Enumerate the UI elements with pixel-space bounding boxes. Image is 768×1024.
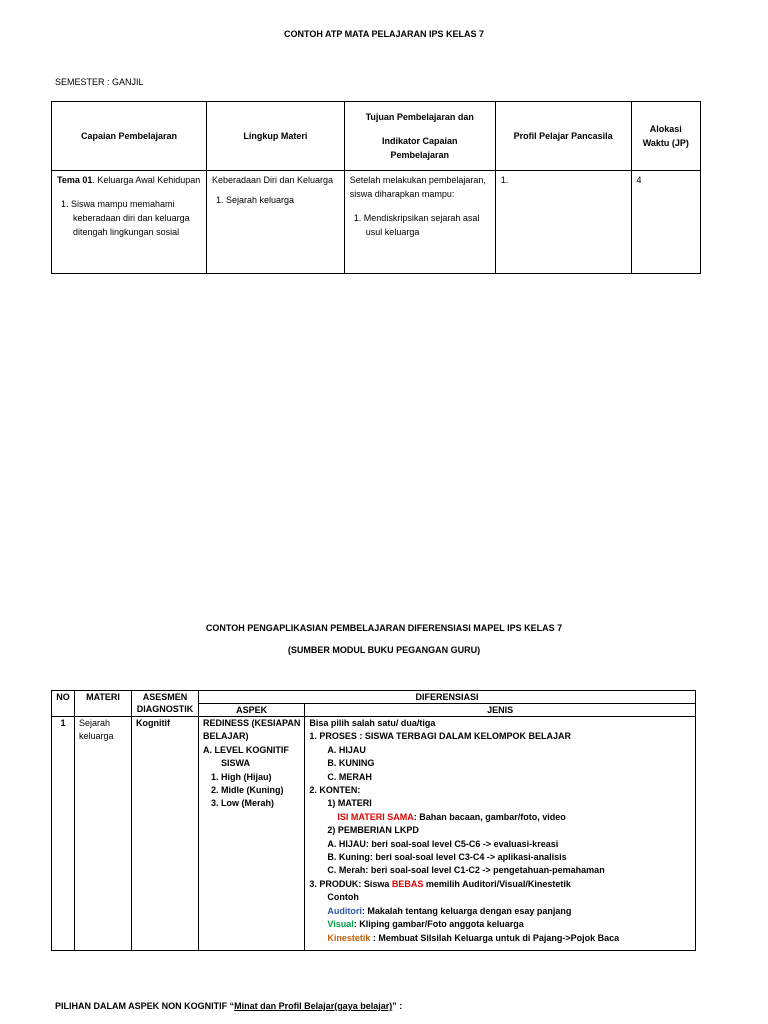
atp-table	[51, 101, 701, 274]
header-asesmen-line1: ASESMEN	[142, 692, 188, 702]
semester-label: SEMESTER : GANJIL	[55, 77, 144, 87]
cell-asesmen: Kognitif	[132, 717, 199, 951]
footer-prefix: PILIHAN DALAM ASPEK NON KOGNITIF “	[55, 1001, 235, 1011]
cell-capaian	[52, 171, 207, 274]
jenis-lkpd-a: A. HIJAU: beri soal-soal level C5-C6 -> evaluasi-kreasi	[327, 838, 559, 849]
jenis-produk	[309, 878, 691, 891]
capaian-item: 1. Siswa mampu memahami keberadaan diri dan keluarga ditengah lingkungan sosial	[61, 199, 190, 237]
produk-bebas-highlight: BEBAS	[391, 878, 424, 889]
diferensiasi-table	[51, 690, 696, 951]
tujuan-item: 1. Mendiskripsikan sejarah asal usul keluarga	[353, 213, 480, 237]
header-capaian: Capaian Pembelajaran	[52, 102, 207, 171]
jenis-konten-lkpd: 2) PEMBERIAN LKPD	[327, 825, 419, 836]
header-tujuan	[344, 102, 495, 171]
jenis-proses-c: C. MERAH	[327, 771, 372, 782]
aspek-line-4: SISWA	[221, 758, 251, 769]
header-no: NO	[52, 691, 75, 717]
jenis-konten-materi: 1) MATERI	[327, 798, 372, 809]
aspek-line-3: A. LEVEL KOGNITIF	[203, 744, 289, 755]
cell-profil: 1.	[495, 171, 631, 274]
jenis-proses-a: A. HIJAU	[327, 744, 366, 755]
auditori-text: : Makalah tentang keluarga dengan esay panjang	[361, 905, 572, 916]
document-title: CONTOH ATP MATA PELAJARAN IPS KELAS 7	[283, 29, 485, 39]
diff-header-row-1	[52, 691, 696, 704]
aspek-line-5: 1. High (Hijau)	[211, 771, 272, 782]
header-alokasi-line2: Waktu (JP)	[642, 138, 689, 148]
jenis-intro: Bisa pilih salah satu/ dua/tiga	[309, 718, 436, 728]
aspek-line-7: 3. Low (Merah)	[211, 798, 275, 809]
auditori-label: Auditori	[327, 905, 362, 916]
cell-alokasi: 4	[631, 171, 700, 274]
footer-heading	[55, 1001, 402, 1011]
lingkup-item: 1. Sejarah keluarga	[215, 195, 295, 205]
aspek-line-1: REDINESS (KESIAPAN	[203, 718, 301, 728]
kinestetik-text: : Membuat Silsilah Keluarga untuk di Pajang->Pojok Baca	[370, 932, 620, 943]
produk-pre: 3. PRODUK: Siswa	[309, 878, 392, 889]
jenis-kinestetik	[309, 932, 691, 945]
jenis-visual	[309, 918, 691, 931]
capaian-title	[57, 173, 201, 187]
cell-no: 1	[52, 717, 75, 951]
jenis-auditori	[309, 905, 691, 918]
jenis-lkpd-b: B. Kuning: beri soal-soal level C3-C4 -> aplikasi-analisis	[327, 852, 567, 863]
jenis-proses: 1. PROSES : SISWA TERBAGI DALAM KELOMPOK BELAJAR	[309, 731, 572, 742]
header-profil: Profil Pelajar Pancasila	[495, 102, 631, 171]
header-aspek: ASPEK	[199, 704, 305, 717]
cell-jenis	[305, 717, 696, 951]
cell-materi: Sejarah keluarga	[75, 717, 132, 951]
header-alokasi	[631, 102, 700, 171]
atp-header-row	[52, 102, 701, 171]
section-title: CONTOH PENGAPLIKASIAN PEMBELAJARAN DIFERENSIASI MAPEL IPS KELAS 7	[205, 623, 563, 633]
aspek-line-6: 2. Midle (Kuning)	[211, 785, 284, 796]
header-alokasi-line1: Alokasi	[649, 124, 682, 134]
header-jenis: JENIS	[305, 704, 696, 717]
visual-label: Visual	[327, 919, 354, 930]
header-diferensiasi: DIFERENSIASI	[199, 691, 696, 704]
kinestetik-label: Kinestetik	[327, 932, 371, 943]
section-subtitle: (SUMBER MODUL BUKU PEGANGAN GURU)	[287, 645, 481, 655]
isi-materi-sama-highlight: ISI MATERI SAMA	[337, 811, 414, 822]
diff-data-row	[52, 717, 696, 951]
header-materi: MATERI	[75, 691, 132, 717]
header-lingkup: Lingkup Materi	[206, 102, 344, 171]
aspek-line-2: BELAJAR)	[203, 731, 249, 742]
header-tujuan-line1: Tujuan Pembelajaran dan	[365, 112, 474, 122]
tujuan-intro: Setelah melakukan pembelajaran, siswa diharapkan mampu:	[349, 175, 486, 199]
cell-lingkup	[206, 171, 344, 274]
cell-tujuan	[344, 171, 495, 274]
jenis-konten-materi-detail	[309, 811, 691, 824]
cell-aspek	[199, 717, 305, 951]
jenis-proses-b: B. KUNING	[327, 758, 375, 769]
lingkup-title: Keberadaan Diri dan Keluarga	[211, 175, 334, 185]
tema-label: Tema 01	[57, 175, 93, 185]
visual-text: : Kliping gambar/Foto anggota keluarga	[353, 919, 524, 930]
tema-title: . Keluarga Awal Kehidupan	[92, 175, 201, 185]
atp-data-row	[52, 171, 701, 274]
jenis-contoh: Contoh	[327, 892, 359, 903]
header-asesmen-line2: DIAGNOSTIK	[136, 704, 194, 714]
produk-post: memilih Auditori/Visual/Kinestetik	[423, 878, 571, 889]
jenis-lkpd-c: C. Merah: beri soal-soal level C1-C2 -> pengetahuan-pemahaman	[327, 865, 605, 876]
header-tujuan-line3: Pembelajaran	[390, 150, 450, 160]
header-asesmen	[132, 691, 199, 717]
footer-underlined: Minat dan Profil Belajar(gaya belajar)	[234, 1001, 393, 1011]
footer-suffix: ” :	[392, 1001, 403, 1011]
header-tujuan-line2: Indikator Capaian	[382, 136, 458, 146]
isi-materi-sama-text: : Bahan bacaan, gambar/foto, video	[413, 811, 566, 822]
jenis-konten: 2. KONTEN:	[309, 785, 361, 796]
